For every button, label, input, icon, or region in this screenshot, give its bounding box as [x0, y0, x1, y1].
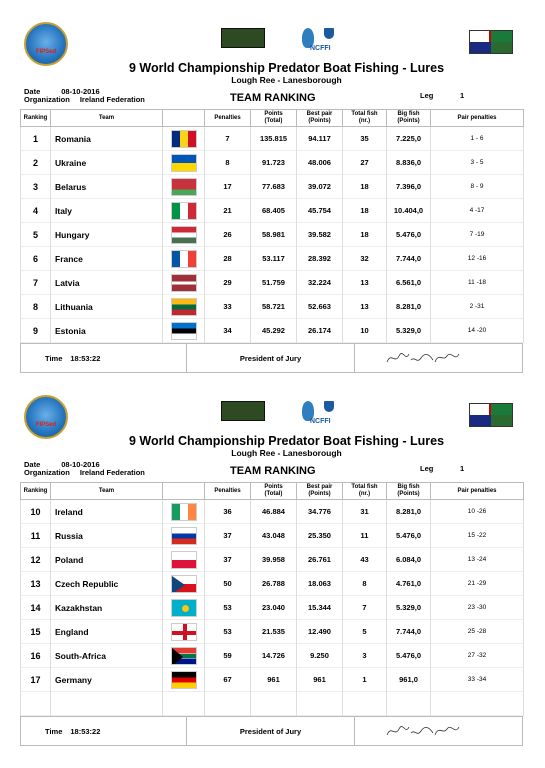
- team-flag: [163, 668, 205, 692]
- big-fish-cell: 7.744,0: [387, 247, 431, 271]
- team-rank: 5: [21, 223, 51, 247]
- col-team: Team: [51, 483, 163, 500]
- col-pair-penalties: Pair penalties: [431, 110, 524, 127]
- team-name: Belarus: [51, 175, 163, 199]
- report-title: TEAM RANKING: [230, 465, 316, 477]
- best-pair-cell: 45.754: [297, 199, 343, 223]
- team-flag: [163, 247, 205, 271]
- penalties-cell: 37: [205, 548, 251, 572]
- organization-line: Organization Ireland Federation: [24, 95, 145, 104]
- flag-poland-icon: [171, 551, 197, 569]
- signature-cell: [355, 723, 522, 739]
- team-flag: [163, 199, 205, 223]
- penalties-cell: 36: [205, 500, 251, 524]
- page-footer: [20, 343, 523, 373]
- big-fish-cell: 6.084,0: [387, 548, 431, 572]
- flag-england-icon: [171, 623, 197, 641]
- table-row: [21, 524, 524, 548]
- points-cell: 21.535: [251, 620, 297, 644]
- team-rank: 9: [21, 319, 51, 343]
- penalties-cell: 34: [205, 319, 251, 343]
- team-name: Russia: [51, 524, 163, 548]
- pair-penalties-cell: 27 -32: [431, 644, 524, 668]
- big-fish-cell: 7.744,0: [387, 620, 431, 644]
- team-flag: [163, 319, 205, 343]
- pair-penalties-cell: 25 -28: [431, 620, 524, 644]
- team-name: Latvia: [51, 271, 163, 295]
- flag-lithuania-icon: [171, 298, 197, 316]
- pair-penalties-cell: 4 -17: [431, 199, 524, 223]
- team-flag: [163, 127, 205, 151]
- penalties-cell: 53: [205, 596, 251, 620]
- total-fish-cell: 5: [343, 620, 387, 644]
- leg-label: Leg: [420, 91, 434, 100]
- points-cell: 26.788: [251, 572, 297, 596]
- total-fish-cell: 11: [343, 524, 387, 548]
- big-fish-cell: 5.476,0: [387, 223, 431, 247]
- president-of-jury: President of Jury: [187, 717, 355, 745]
- table-row: [21, 223, 524, 247]
- table-row: [21, 319, 524, 343]
- fips-logo-icon: FIPSed: [24, 395, 68, 439]
- col-big-fish: Big fish (Points): [387, 483, 431, 500]
- points-cell: 14.726: [251, 644, 297, 668]
- team-rank: 10: [21, 500, 51, 524]
- points-cell: 68.405: [251, 199, 297, 223]
- flag-czech-icon: [171, 575, 197, 593]
- best-pair-cell: 52.663: [297, 295, 343, 319]
- pair-penalties-cell: 7 -19: [431, 223, 524, 247]
- points-cell: 45.292: [251, 319, 297, 343]
- ncffi-logo-icon: NCFFI: [298, 399, 342, 429]
- big-fish-cell: 10.404,0: [387, 199, 431, 223]
- pair-penalties-cell: 1 - 6: [431, 127, 524, 151]
- flag-kazakhstan-icon: [171, 599, 197, 617]
- best-pair-cell: 26.174: [297, 319, 343, 343]
- points-cell: 51.759: [251, 271, 297, 295]
- flag-germany-icon: [171, 671, 197, 689]
- flag-southafrica-icon: [171, 647, 197, 665]
- leg-value: 1: [460, 91, 465, 100]
- table-row: [21, 175, 524, 199]
- penalties-cell: 7: [205, 127, 251, 151]
- best-pair-cell: 9.250: [297, 644, 343, 668]
- time-cell: Time 18:53:22: [21, 344, 187, 372]
- big-fish-cell: 7.225,0: [387, 127, 431, 151]
- total-fish-cell: 32: [343, 247, 387, 271]
- team-rank: 16: [21, 644, 51, 668]
- team-name: Czech Republic: [51, 572, 163, 596]
- big-fish-cell: 5.329,0: [387, 596, 431, 620]
- penalties-cell: 21: [205, 199, 251, 223]
- total-fish-cell: 3: [343, 644, 387, 668]
- team-name: Estonia: [51, 319, 163, 343]
- pair-penalties-cell: 11 -18: [431, 271, 524, 295]
- team-name: Ireland: [51, 500, 163, 524]
- table-row: [21, 151, 524, 175]
- ireland-provinces-flag-icon: [469, 403, 513, 427]
- penalties-cell: 28: [205, 247, 251, 271]
- team-rank: 1: [21, 127, 51, 151]
- team-name: South-Africa: [51, 644, 163, 668]
- col-total-fish: Total fish (nr.): [343, 110, 387, 127]
- best-pair-cell: 26.761: [297, 548, 343, 572]
- penalties-cell: 29: [205, 271, 251, 295]
- pair-penalties-cell: 14 -20: [431, 319, 524, 343]
- table-row: [21, 295, 524, 319]
- report-title: TEAM RANKING: [230, 92, 316, 104]
- ncffi-logo-icon: NCFFI: [298, 26, 342, 56]
- team-flag: [163, 572, 205, 596]
- big-fish-cell: 961,0: [387, 668, 431, 692]
- big-fish-cell: 8.281,0: [387, 500, 431, 524]
- world-championship-logo-icon: [221, 28, 265, 48]
- penalties-cell: 67: [205, 668, 251, 692]
- flag-ukraine-icon: [171, 154, 197, 172]
- pair-penalties-cell: 13 -24: [431, 548, 524, 572]
- best-pair-cell: 48.006: [297, 151, 343, 175]
- team-name: Italy: [51, 199, 163, 223]
- president-of-jury: President of Jury: [187, 344, 355, 372]
- col-flag: [163, 483, 205, 500]
- best-pair-cell: 961: [297, 668, 343, 692]
- col-total-fish: Total fish (nr.): [343, 483, 387, 500]
- ireland-provinces-flag-icon: [469, 30, 513, 54]
- big-fish-cell: 8.281,0: [387, 295, 431, 319]
- best-pair-cell: 15.344: [297, 596, 343, 620]
- page-title: 9 World Championship Predator Boat Fishing - Lures: [128, 61, 445, 75]
- world-championship-logo-icon: [221, 401, 265, 421]
- penalties-cell: 33: [205, 295, 251, 319]
- flag-russia-icon: [171, 527, 197, 545]
- team-flag: [163, 524, 205, 548]
- points-cell: 961: [251, 668, 297, 692]
- col-team: Team: [51, 110, 163, 127]
- points-cell: 23.040: [251, 596, 297, 620]
- ranking-rows-page-1: [21, 127, 524, 343]
- team-name: France: [51, 247, 163, 271]
- big-fish-cell: 4.761,0: [387, 572, 431, 596]
- total-fish-cell: 7: [343, 596, 387, 620]
- table-header: [21, 483, 524, 500]
- col-big-fish: Big fish (Points): [387, 110, 431, 127]
- col-penalties: Penalties: [205, 483, 251, 500]
- flag-ireland-icon: [171, 503, 197, 521]
- points-cell: 46.884: [251, 500, 297, 524]
- total-fish-cell: 13: [343, 295, 387, 319]
- total-fish-cell: 18: [343, 199, 387, 223]
- flag-france-icon: [171, 250, 197, 268]
- best-pair-cell: 25.350: [297, 524, 343, 548]
- team-flag: [163, 271, 205, 295]
- pair-penalties-cell: 2 -31: [431, 295, 524, 319]
- ranking-page-1: [20, 22, 523, 373]
- team-flag: [163, 151, 205, 175]
- table-row: [21, 668, 524, 692]
- signature-icon: [385, 350, 465, 366]
- points-cell: 53.117: [251, 247, 297, 271]
- penalties-cell: 17: [205, 175, 251, 199]
- best-pair-cell: 28.392: [297, 247, 343, 271]
- ranking-table: [20, 482, 524, 716]
- ranking-table: [20, 109, 524, 343]
- team-rank: 8: [21, 295, 51, 319]
- date-line: Date 08-10-2016: [24, 460, 100, 469]
- table-row-empty: [21, 692, 524, 716]
- flag-romania-icon: [171, 130, 197, 148]
- penalties-cell: 8: [205, 151, 251, 175]
- points-cell: 58.721: [251, 295, 297, 319]
- total-fish-cell: 1: [343, 668, 387, 692]
- ranking-page-2: [20, 395, 523, 746]
- date-line: Date 08-10-2016: [24, 87, 100, 96]
- col-points: Points (Total): [251, 483, 297, 500]
- total-fish-cell: 18: [343, 175, 387, 199]
- penalties-cell: 26: [205, 223, 251, 247]
- flag-belarus-icon: [171, 178, 197, 196]
- total-fish-cell: 35: [343, 127, 387, 151]
- penalties-cell: 59: [205, 644, 251, 668]
- big-fish-cell: 5.329,0: [387, 319, 431, 343]
- pair-penalties-cell: 12 -16: [431, 247, 524, 271]
- table-row: [21, 572, 524, 596]
- best-pair-cell: 39.072: [297, 175, 343, 199]
- big-fish-cell: 5.476,0: [387, 524, 431, 548]
- leg-value: 1: [460, 464, 465, 473]
- big-fish-cell: 6.561,0: [387, 271, 431, 295]
- table-row: [21, 271, 524, 295]
- col-best-pair: Best pair (Points): [297, 110, 343, 127]
- total-fish-cell: 18: [343, 223, 387, 247]
- total-fish-cell: 43: [343, 548, 387, 572]
- points-cell: 77.683: [251, 175, 297, 199]
- team-rank: 12: [21, 548, 51, 572]
- col-ranking: Ranking: [21, 483, 51, 500]
- total-fish-cell: 31: [343, 500, 387, 524]
- points-cell: 43.048: [251, 524, 297, 548]
- meta-block: [20, 460, 523, 482]
- flag-italy-icon: [171, 202, 197, 220]
- leg-label: Leg: [420, 464, 434, 473]
- team-name: Germany: [51, 668, 163, 692]
- team-flag: [163, 500, 205, 524]
- signature-cell: [355, 350, 522, 366]
- team-flag: [163, 175, 205, 199]
- team-rank: 11: [21, 524, 51, 548]
- col-flag: [163, 110, 205, 127]
- team-rank: 4: [21, 199, 51, 223]
- team-name: Kazakhstan: [51, 596, 163, 620]
- team-flag: [163, 223, 205, 247]
- col-best-pair: Best pair (Points): [297, 483, 343, 500]
- big-fish-cell: 5.476,0: [387, 644, 431, 668]
- table-row: [21, 247, 524, 271]
- table-row: [21, 620, 524, 644]
- best-pair-cell: 34.776: [297, 500, 343, 524]
- table-row: [21, 548, 524, 572]
- table-row: [21, 644, 524, 668]
- ranking-rows-page-2: [21, 500, 524, 716]
- penalties-cell: 50: [205, 572, 251, 596]
- team-flag: [163, 596, 205, 620]
- page-subtitle: Lough Ree - Lanesborough: [231, 75, 342, 85]
- penalties-cell: 53: [205, 620, 251, 644]
- organization-line: Organization Ireland Federation: [24, 468, 145, 477]
- col-points: Points (Total): [251, 110, 297, 127]
- team-name: Romania: [51, 127, 163, 151]
- points-cell: 39.958: [251, 548, 297, 572]
- fips-logo-icon: FIPSed: [24, 22, 68, 66]
- total-fish-cell: 8: [343, 572, 387, 596]
- total-fish-cell: 13: [343, 271, 387, 295]
- total-fish-cell: 10: [343, 319, 387, 343]
- best-pair-cell: 18.063: [297, 572, 343, 596]
- logo-bar: [20, 395, 523, 447]
- team-rank: 13: [21, 572, 51, 596]
- time-cell: Time 18:53:22: [21, 717, 187, 745]
- team-name: Lithuania: [51, 295, 163, 319]
- points-cell: 135.815: [251, 127, 297, 151]
- flag-hungary-icon: [171, 226, 197, 244]
- table-row: [21, 500, 524, 524]
- table-row: [21, 199, 524, 223]
- pair-penalties-cell: 3 - 5: [431, 151, 524, 175]
- best-pair-cell: 39.582: [297, 223, 343, 247]
- signature-icon: [385, 723, 465, 739]
- big-fish-cell: 8.836,0: [387, 151, 431, 175]
- team-flag: [163, 644, 205, 668]
- team-flag: [163, 295, 205, 319]
- table-header: [21, 110, 524, 127]
- team-name: England: [51, 620, 163, 644]
- best-pair-cell: 32.224: [297, 271, 343, 295]
- col-pair-penalties: Pair penalties: [431, 483, 524, 500]
- pair-penalties-cell: 33 -34: [431, 668, 524, 692]
- big-fish-cell: 7.396,0: [387, 175, 431, 199]
- points-cell: 58.981: [251, 223, 297, 247]
- team-name: Poland: [51, 548, 163, 572]
- flag-latvia-icon: [171, 274, 197, 292]
- pair-penalties-cell: 10 -26: [431, 500, 524, 524]
- pair-penalties-cell: 8 - 9: [431, 175, 524, 199]
- meta-block: [20, 87, 523, 109]
- logo-bar: [20, 22, 523, 74]
- col-penalties: Penalties: [205, 110, 251, 127]
- team-flag: [163, 548, 205, 572]
- page-footer: [20, 716, 523, 746]
- flag-estonia-icon: [171, 322, 197, 340]
- table-row: [21, 127, 524, 151]
- team-rank: 14: [21, 596, 51, 620]
- best-pair-cell: 12.490: [297, 620, 343, 644]
- team-name: Ukraine: [51, 151, 163, 175]
- penalties-cell: 37: [205, 524, 251, 548]
- team-rank: 6: [21, 247, 51, 271]
- team-rank: 2: [21, 151, 51, 175]
- page-subtitle: Lough Ree - Lanesborough: [231, 448, 342, 458]
- best-pair-cell: 94.117: [297, 127, 343, 151]
- team-rank: 15: [21, 620, 51, 644]
- page-title: 9 World Championship Predator Boat Fishing - Lures: [128, 434, 445, 448]
- pair-penalties-cell: 15 -22: [431, 524, 524, 548]
- col-ranking: Ranking: [21, 110, 51, 127]
- team-rank: 3: [21, 175, 51, 199]
- team-rank: 7: [21, 271, 51, 295]
- table-row: [21, 596, 524, 620]
- team-name: Hungary: [51, 223, 163, 247]
- team-rank: 17: [21, 668, 51, 692]
- pair-penalties-cell: 23 -30: [431, 596, 524, 620]
- team-flag: [163, 620, 205, 644]
- total-fish-cell: 27: [343, 151, 387, 175]
- points-cell: 91.723: [251, 151, 297, 175]
- pair-penalties-cell: 21 -29: [431, 572, 524, 596]
